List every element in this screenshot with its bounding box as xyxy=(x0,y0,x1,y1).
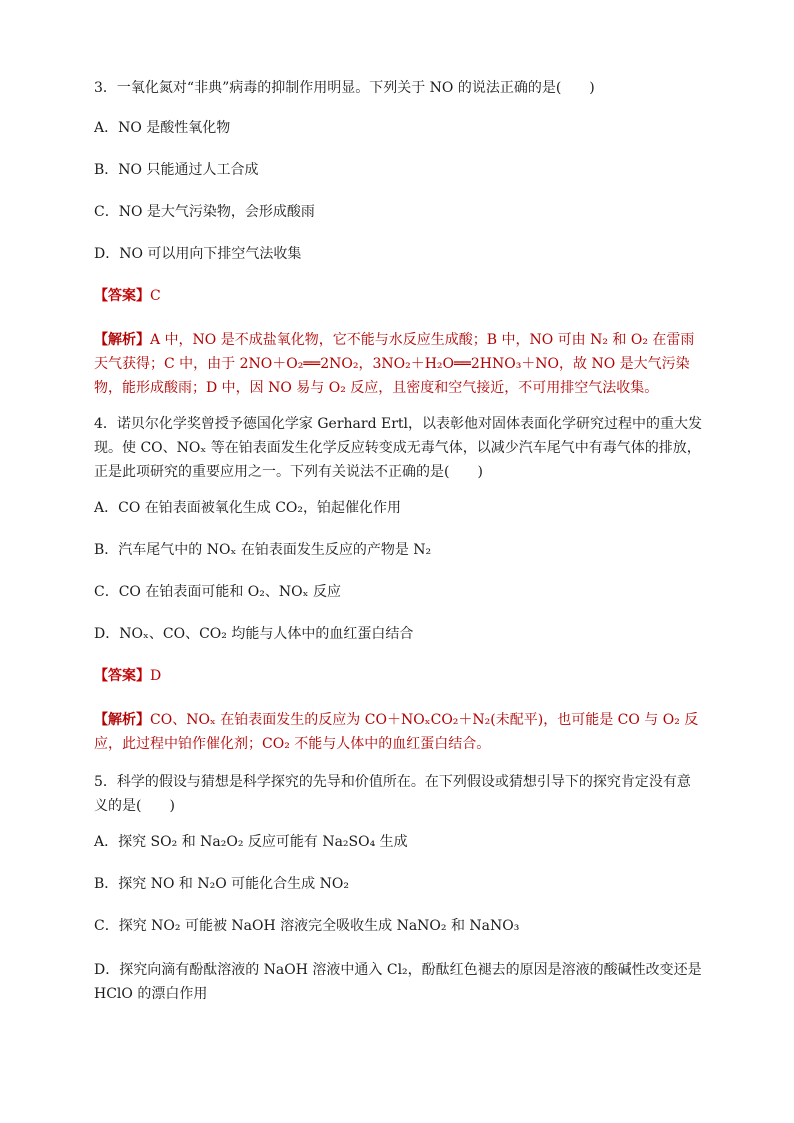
answer-label: 【答案】 xyxy=(94,288,150,304)
q5-option-a: A．探究 SO₂ 和 Na₂O₂ 反应可能有 Na₂SO₄ 生成 xyxy=(94,834,408,850)
q4-analysis xyxy=(94,708,704,756)
q3-option-c: C．NO 是大气污染物，会形成酸雨 xyxy=(94,204,315,220)
q3-analysis xyxy=(94,328,704,400)
q3-option-d: D．NO 可以用向下排空气法收集 xyxy=(94,246,302,262)
q4-option-b: B．汽车尾气中的 NOₓ 在铂表面发生反应的产物是 N₂ xyxy=(94,542,432,558)
q5-stem: 5．科学的假设与猜想是科学探究的先导和价值所在。在下列假设或猜想引导下的探究肯定没有意义的是( ) xyxy=(94,774,691,814)
answer-value: C xyxy=(150,288,161,304)
q5-option-d: D．探究向滴有酚酞溶液的 NaOH 溶液中通入 Cl₂，酚酞红色褪去的原因是溶液的酸碱性改变还是 HClO 的漂白作用 xyxy=(94,962,702,1002)
q4-answer xyxy=(94,666,704,686)
analysis-label: 【解析】 xyxy=(94,712,150,728)
q4-option-a: A．CO 在铂表面被氧化生成 CO₂，铂起催化作用 xyxy=(94,500,402,516)
q3-option-b: B．NO 只能通过人工合成 xyxy=(94,162,259,178)
q3-option-a: A．NO 是酸性氧化物 xyxy=(94,120,231,136)
analysis-text: CO、NOₓ 在铂表面发生的反应为 CO＋NOₓCO₂＋N₂(未配平)，也可能是 CO 与 O₂ 反应，此过程中铂作催化剂；CO₂ 不能与人体中的血红蛋白结合。 xyxy=(94,712,699,752)
q4-stem: 4．诺贝尔化学奖曾授予德国化学家 Gerhard Ertl，以表彰他对固体表面化学研究过程中的重大发现。使 CO、NOₓ 等在铂表面发生化学反应转变成无毒气体，以减少汽车尾气中有毒气体的排放，正是此项研究的重要应用之一。下列有关说法不正确的是( ) xyxy=(94,416,702,480)
q5-option-c: C．探究 NO₂ 可能被 NaOH 溶液完全吸收生成 NaNO₂ 和 NaNO₃ xyxy=(94,918,520,934)
answer-label: 【答案】 xyxy=(94,668,150,684)
q3-stem: 3．一氧化氮对“非典”病毒的抑制作用明显。下列关于 NO 的说法正确的是( ) xyxy=(94,80,595,96)
q5-option-b: B．探究 NO 和 N₂O 可能化合生成 NO₂ xyxy=(94,876,349,892)
q4-option-d: D．NOₓ、CO、CO₂ 均能与人体中的血红蛋白结合 xyxy=(94,626,414,642)
q4-option-c: C．CO 在铂表面可能和 O₂、NOₓ 反应 xyxy=(94,584,342,600)
analysis-label: 【解析】 xyxy=(94,332,150,348)
answer-value: D xyxy=(150,668,162,684)
document-page xyxy=(94,78,704,1006)
q3-answer xyxy=(94,286,704,306)
analysis-text: A 中，NO 是不成盐氧化物，它不能与水反应生成酸；B 中，NO 可由 N₂ 和 O₂ 在雷雨天气获得；C 中，由于 2NO＋O₂══2NO₂，3NO₂＋H₂O══2HNO₃＋NO，故 NO 是大气污染物，能形成酸雨；D 中，因 NO 易与 O₂ 反应，且密度和空气接近，不可用排空气法收集。 xyxy=(94,332,695,396)
